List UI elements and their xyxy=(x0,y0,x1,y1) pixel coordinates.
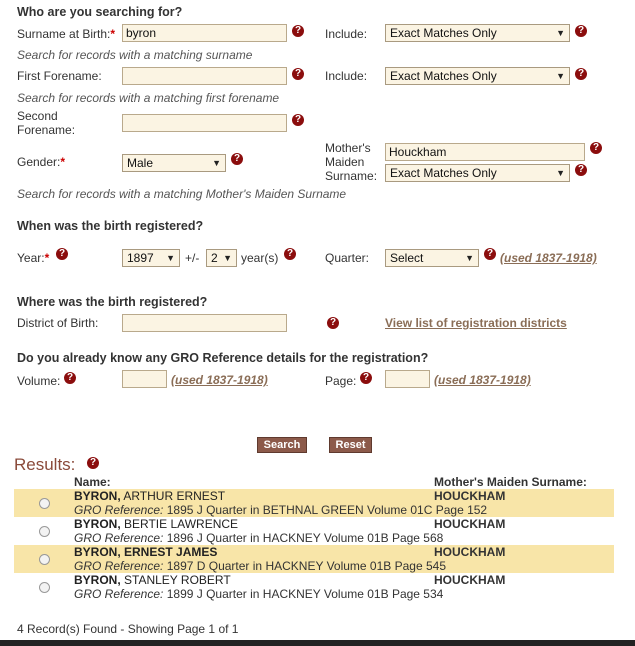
gender-label-text: Gender: xyxy=(17,155,61,169)
quarter-used-note[interactable]: (used 1837-1918) xyxy=(500,251,597,265)
surname-hint: Search for records with a matching surname xyxy=(17,48,253,62)
first-include-value: Exact Matches Only xyxy=(390,69,497,83)
view-districts-link[interactable]: View list of registration districts xyxy=(385,316,567,330)
dropdown-arrow-icon: ▼ xyxy=(223,253,232,263)
gender-label xyxy=(17,155,65,169)
first-forename-label: First Forename: xyxy=(17,69,102,83)
reset-button[interactable]: Reset xyxy=(329,437,372,453)
help-icon[interactable]: ? xyxy=(590,142,602,154)
second-forename-label-1: Second xyxy=(17,109,58,123)
surname-label xyxy=(17,27,115,41)
search-button[interactable]: Search xyxy=(257,437,307,453)
required-marker: * xyxy=(60,155,66,169)
results-footer: 4 Record(s) Found - Showing Page 1 of 1 xyxy=(17,622,239,636)
surname-include-value: Exact Matches Only xyxy=(390,26,497,40)
quarter-select[interactable] xyxy=(385,249,479,267)
result-forenames: STANLEY ROBERT xyxy=(124,573,231,587)
gro-ref-label: GRO Reference: xyxy=(74,587,164,601)
help-icon[interactable]: ? xyxy=(575,25,587,37)
plusminus-label: +/- xyxy=(185,251,200,265)
required-marker: * xyxy=(44,251,50,265)
volume-label: Volume: xyxy=(17,374,61,388)
result-forenames: BERTIE LAWRENCE xyxy=(124,517,239,531)
result-ref xyxy=(74,587,443,601)
dropdown-arrow-icon: ▼ xyxy=(465,253,474,263)
mmn-input[interactable]: Houckham xyxy=(385,143,585,161)
surname-include-select[interactable] xyxy=(385,24,570,42)
dropdown-arrow-icon: ▼ xyxy=(212,158,221,168)
help-icon[interactable]: ? xyxy=(360,372,372,384)
help-icon[interactable]: ? xyxy=(87,457,99,469)
mmn-include-value: Exact Matches Only xyxy=(390,166,497,180)
mmn-include-select[interactable] xyxy=(385,164,570,182)
results-col-mmn: Mother's Maiden Surname: xyxy=(434,475,587,489)
required-marker: * xyxy=(110,27,116,41)
result-name xyxy=(74,545,217,559)
result-ref xyxy=(74,559,446,573)
mmn-label-1: Mother's xyxy=(325,141,371,155)
section-heading-who: Who are you searching for? xyxy=(17,5,183,19)
result-row[interactable] xyxy=(14,517,614,545)
result-row[interactable] xyxy=(14,545,614,573)
second-forename-input[interactable] xyxy=(122,114,287,132)
volume-input[interactable] xyxy=(122,370,167,388)
year-value: 1897 xyxy=(127,251,154,265)
result-radio[interactable] xyxy=(39,554,50,565)
dropdown-arrow-icon: ▼ xyxy=(556,71,565,81)
gender-value: Male xyxy=(127,156,154,170)
result-ref xyxy=(74,503,487,517)
result-radio[interactable] xyxy=(39,498,50,509)
district-input[interactable] xyxy=(122,314,287,332)
help-icon[interactable]: ? xyxy=(484,248,496,260)
dropdown-arrow-icon: ▼ xyxy=(556,28,565,38)
year-select[interactable] xyxy=(122,249,180,267)
first-include-label: Include: xyxy=(325,69,368,83)
help-icon[interactable]: ? xyxy=(292,25,304,37)
result-mmn: HOUCKHAM xyxy=(434,489,506,503)
result-forenames: ARTHUR ERNEST xyxy=(123,489,226,503)
results-col-name: Name: xyxy=(74,475,111,489)
years-label: year(s) xyxy=(241,251,279,265)
gro-ref-label: GRO Reference: xyxy=(74,531,164,545)
result-forenames: ERNEST JAMES xyxy=(124,545,218,559)
help-icon[interactable]: ? xyxy=(292,114,304,126)
mmn-label-3: Surname: xyxy=(325,169,378,183)
result-surname: BYRON, xyxy=(74,545,121,559)
result-name xyxy=(74,573,231,587)
range-select[interactable] xyxy=(206,249,237,267)
result-row[interactable] xyxy=(14,489,614,517)
first-include-select[interactable] xyxy=(385,67,570,85)
results-title: Results: xyxy=(14,455,76,474)
gro-ref-label: GRO Reference: xyxy=(74,503,164,517)
result-mmn: HOUCKHAM xyxy=(434,545,506,559)
first-forename-hint: Search for records with a matching first forename xyxy=(17,91,280,105)
volume-used-note[interactable]: (used 1837-1918) xyxy=(171,373,268,387)
year-label-text: Year: xyxy=(17,251,45,265)
result-name xyxy=(74,489,225,503)
gro-ref-value: 1896 J Quarter in HACKNEY Volume 01B Page 568 xyxy=(166,531,444,545)
help-icon[interactable]: ? xyxy=(575,164,587,176)
section-heading-when: When was the birth registered? xyxy=(17,219,204,233)
gro-ref-value: 1895 J Quarter in BETHNAL GREEN Volume 01C Page 152 xyxy=(166,503,488,517)
gro-ref-value: 1899 J Quarter in HACKNEY Volume 01B Page 534 xyxy=(166,587,444,601)
help-icon[interactable]: ? xyxy=(56,248,68,260)
result-row[interactable] xyxy=(14,573,614,601)
result-name xyxy=(74,517,238,531)
help-icon[interactable]: ? xyxy=(231,153,243,165)
surname-include-label: Include: xyxy=(325,27,368,41)
help-icon[interactable]: ? xyxy=(327,317,339,329)
help-icon[interactable]: ? xyxy=(64,372,76,384)
result-surname: BYRON, xyxy=(74,489,121,503)
result-radio[interactable] xyxy=(39,526,50,537)
quarter-value: Select xyxy=(390,251,424,265)
help-icon[interactable]: ? xyxy=(575,68,587,80)
section-heading-where: Where was the birth registered? xyxy=(17,295,208,309)
year-label xyxy=(17,251,49,265)
first-forename-input[interactable] xyxy=(122,67,287,85)
district-label: District of Birth: xyxy=(17,316,99,330)
mmn-hint: Search for records with a matching Mother's Maiden Surname xyxy=(17,187,347,201)
range-value: 2 xyxy=(211,251,218,265)
page-label: Page: xyxy=(325,374,357,388)
gro-ref-label: GRO Reference: xyxy=(74,559,164,573)
result-ref xyxy=(74,531,443,545)
second-forename-label-2: Forename: xyxy=(17,123,76,137)
help-icon[interactable]: ? xyxy=(292,68,304,80)
gro-ref-value: 1897 D Quarter in HACKNEY Volume 01B Page 545 xyxy=(166,559,446,573)
dropdown-arrow-icon: ▼ xyxy=(166,253,175,263)
result-surname: BYRON, xyxy=(74,517,121,531)
result-radio[interactable] xyxy=(39,582,50,593)
surname-input[interactable]: byron xyxy=(122,24,287,42)
page-used-note[interactable]: (used 1837-1918) xyxy=(434,373,531,387)
section-heading-gro: Do you already know any GRO Reference details for the registration? xyxy=(17,351,429,365)
surname-label-text: Surname at Birth: xyxy=(17,27,111,41)
page-input[interactable] xyxy=(385,370,430,388)
result-surname: BYRON, xyxy=(74,573,121,587)
mmn-label-2: Maiden xyxy=(325,155,365,169)
quarter-label: Quarter: xyxy=(325,251,370,265)
result-mmn: HOUCKHAM xyxy=(434,517,506,531)
gender-select[interactable] xyxy=(122,154,226,172)
help-icon[interactable]: ? xyxy=(284,248,296,260)
bottom-bar xyxy=(0,640,635,646)
result-mmn: HOUCKHAM xyxy=(434,573,506,587)
dropdown-arrow-icon: ▼ xyxy=(556,168,565,178)
